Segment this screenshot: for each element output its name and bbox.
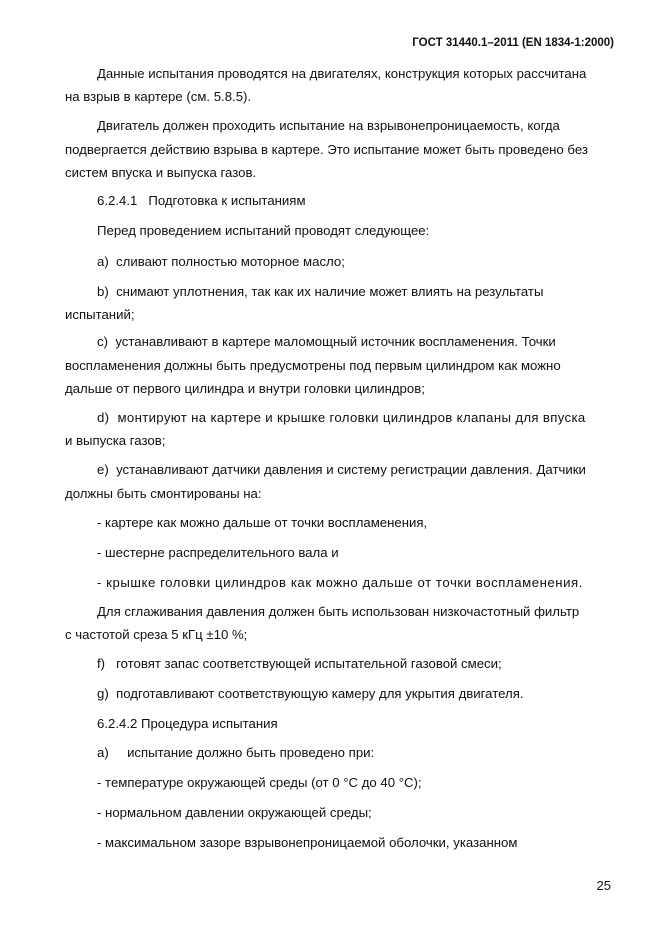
list-item-continuation: дальше от первого цилиндра и внутри головки цилиндров; [65,381,425,396]
list-text: испытание должно быть проведено при: [127,745,375,760]
list-item-continuation: испытаний; [65,307,135,322]
list-label: g) [97,686,109,701]
list-item-continuation: должны быть смонтированы на: [65,486,262,501]
paragraph-line: систем впуска и выпуска газов. [65,165,257,180]
list-item-f [97,656,502,672]
list-label: a) [97,745,109,760]
list-label: b) [97,284,109,299]
list-item-continuation: воспламенения должны быть предусмотрены под первым цилиндром как можно [65,358,561,373]
list-text: устанавливают в картере маломощный источник воспламенения. Точки [115,334,556,349]
condition-item: - температуре окружающей среды (от 0 °C до 40 °C); [97,775,422,790]
list-item-b [97,284,543,300]
dash-item: - шестерне распределительного вала и [97,545,339,560]
dash-item: - крышке головки цилиндров как можно дальше от точки воспламенения. [97,575,583,590]
list-label: d) [97,410,110,425]
section-heading-6242: 6.2.4.2 Процедура испытания [97,716,278,731]
list-label: f) [97,656,106,671]
paragraph-line: с частотой среза 5 кГц ±10 %; [65,627,248,642]
list-label: e) [97,462,109,477]
paragraph-line: Двигатель должен проходить испытание на взрывонепроницаемость, когда [97,118,560,133]
list-text: устанавливают датчики давления и систему регистрации давления. Датчики [116,462,586,477]
list-item-a [97,254,345,270]
paragraph-line: Перед проведением испытаний проводят следующее: [97,223,430,238]
paragraph-line: Для сглаживания давления должен быть использован низкочастотный фильтр [97,604,580,619]
running-header: ГОСТ 31440.1–2011 (EN 1834-1:2000) [412,37,614,49]
list-text: монтируют на картере и крышке головки цилиндров клапаны для впуска [117,410,586,425]
section-number: 6.2.4.1 [97,193,138,208]
dash-item: - картере как можно дальше от точки воспламенения, [97,515,428,530]
list-item-d [97,410,586,426]
section-heading-6241 [97,193,306,209]
list-item-c [97,334,556,350]
paragraph-line: на взрыв в картере (см. 5.8.5). [65,89,252,104]
condition-item: - нормальном давлении окружающей среды; [97,805,372,820]
list-item-e [97,462,586,478]
list-text: сливают полностью моторное масло; [116,254,345,269]
page-number: 25 [596,878,611,893]
list-text: подготавливают соответствующую камеру для укрытия двигателя. [116,686,524,701]
list-text: готовят запас соответствующей испытательной газовой смеси; [116,656,502,671]
paragraph-line: подвергается действию взрыва в картере. Это испытание может быть проведено без [65,142,588,157]
section-title: Подготовка к испытаниям [148,193,306,208]
list-item-continuation: и выпуска газов; [65,433,166,448]
list-text: снимают уплотнения, так как их наличие может влиять на результаты [116,284,544,299]
list-item-a2 [97,745,374,761]
list-label: c) [97,334,108,349]
paragraph-line: Данные испытания проводятся на двигателях, конструкция которых рассчитана [97,66,587,81]
list-label: a) [97,254,109,269]
condition-item: - максимальном зазоре взрывонепроницаемой оболочки, указанном [97,835,518,850]
list-item-g [97,686,524,702]
